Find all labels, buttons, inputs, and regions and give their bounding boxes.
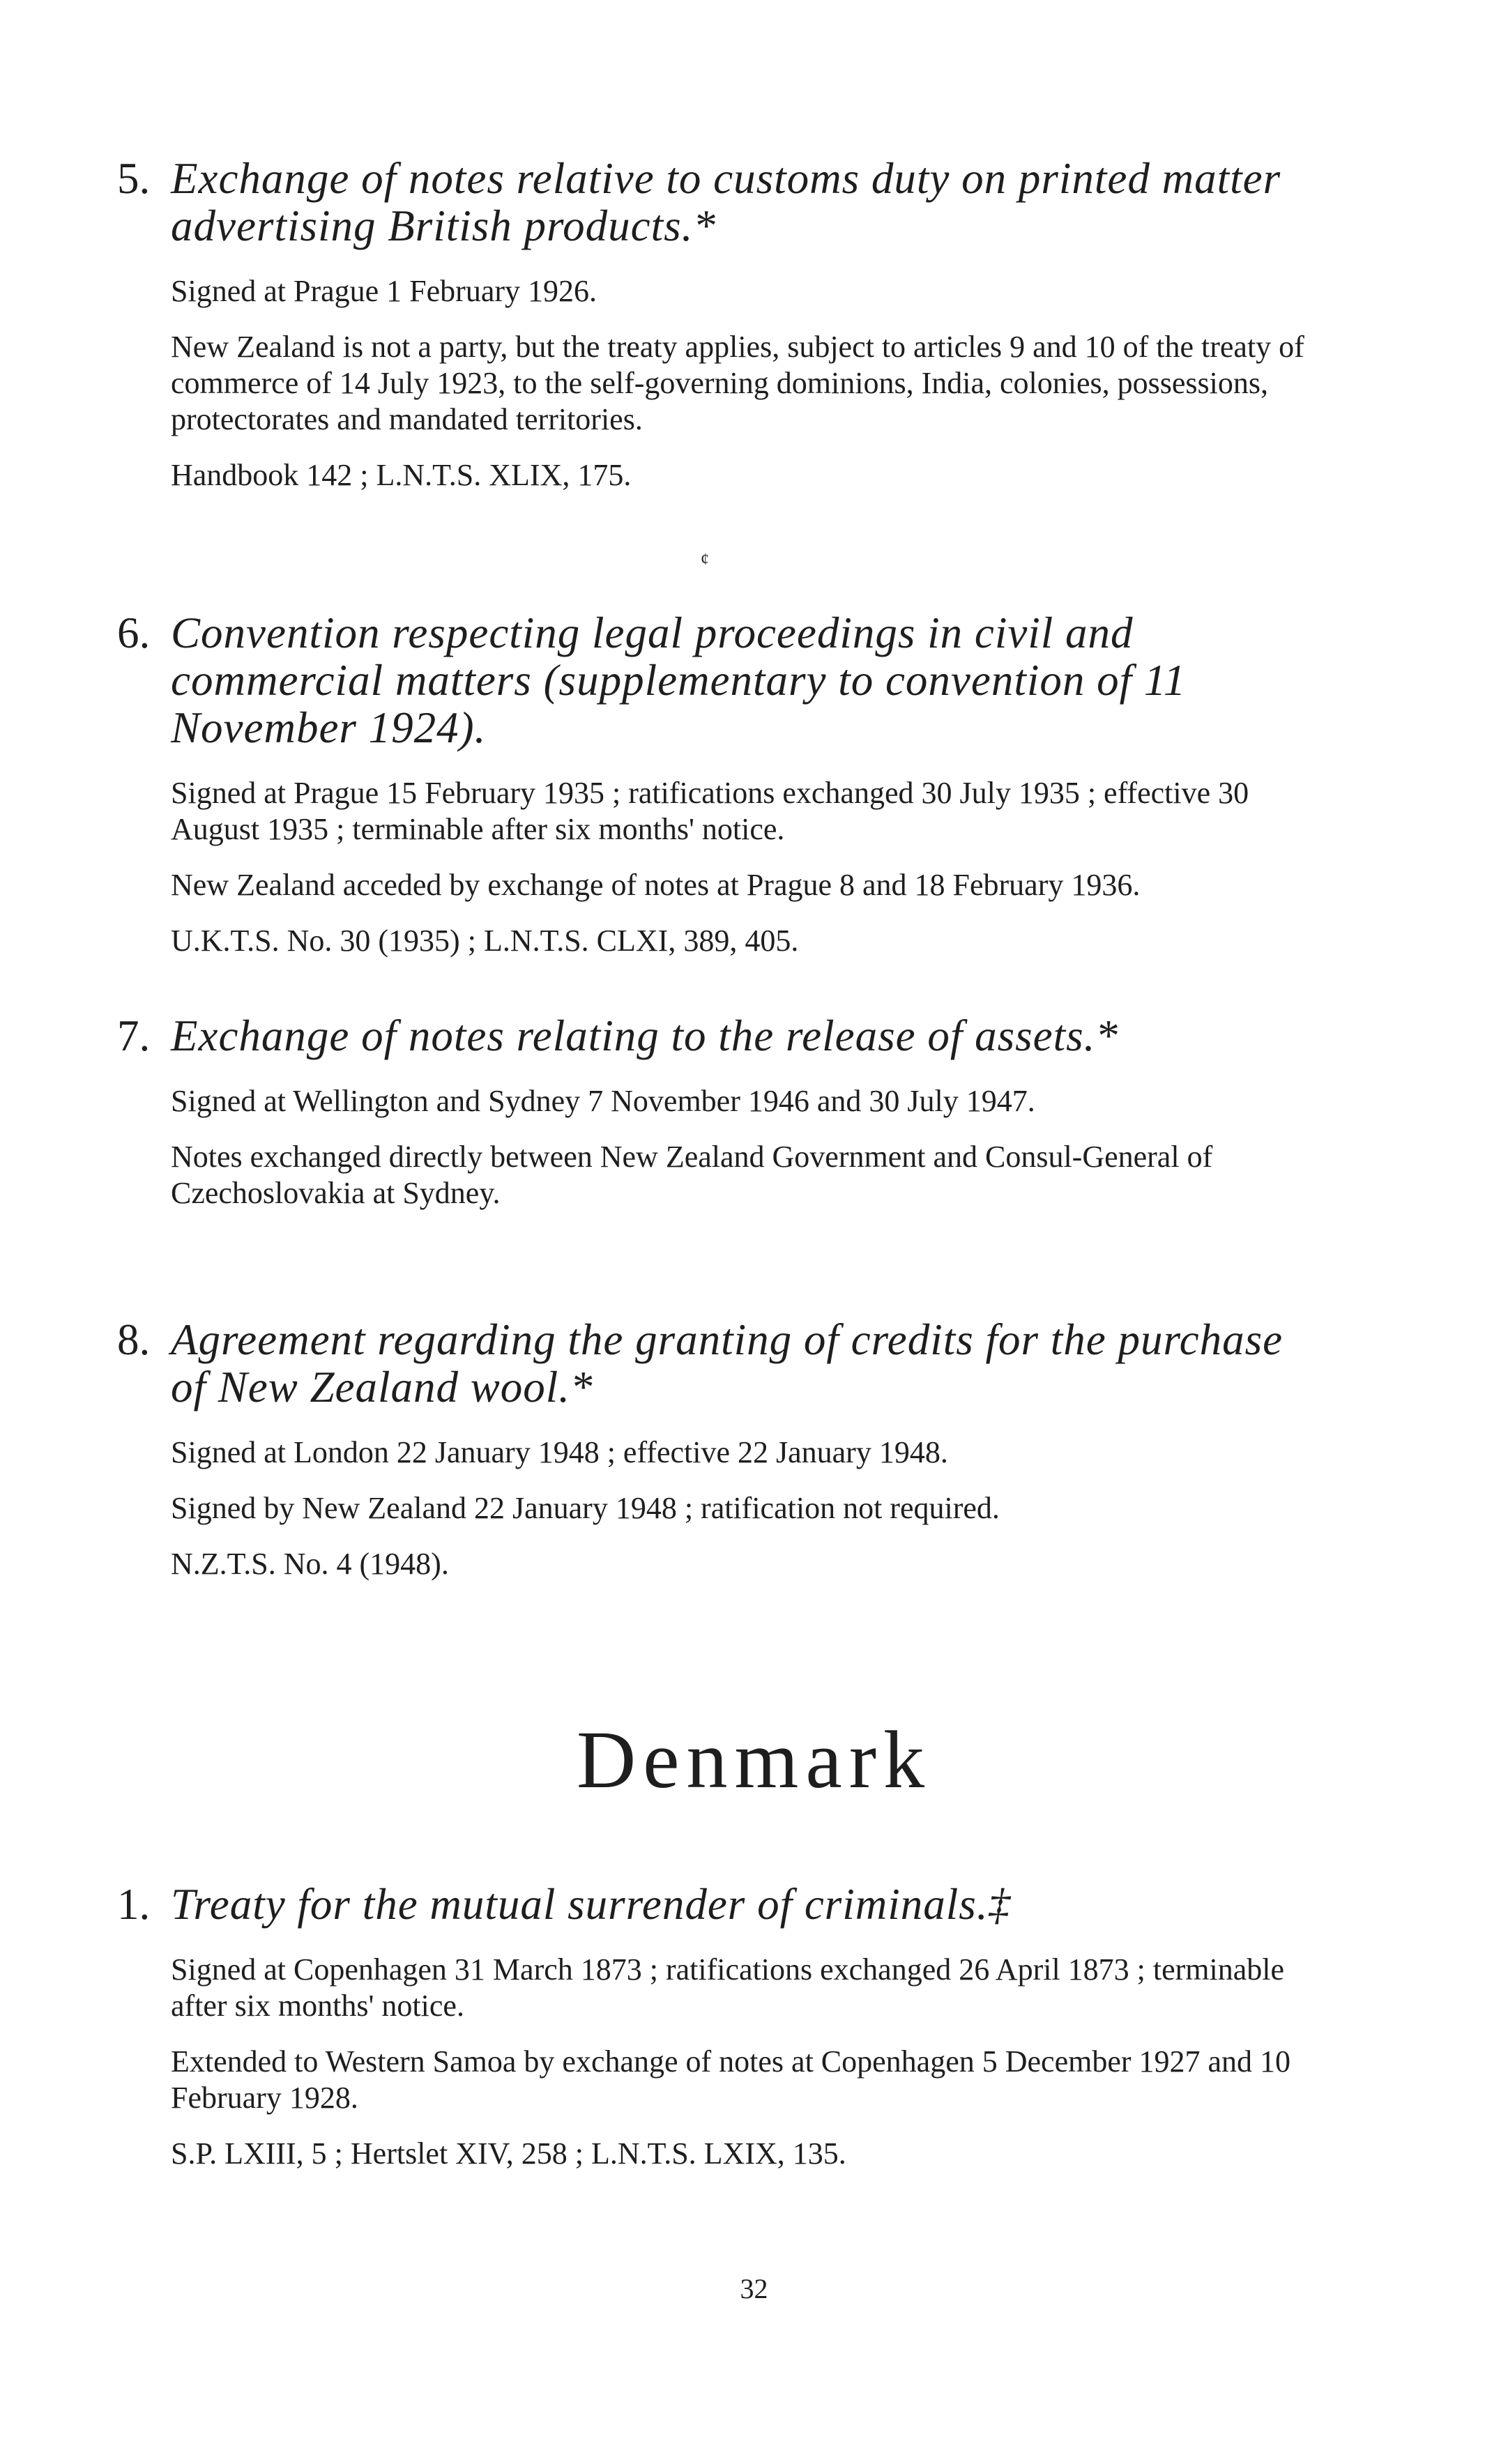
entry-paragraph: Notes exchanged directly between New Zealand Government and Consul-General of Czechoslovakia at Sydney. [171,1140,1213,1210]
entry-paragraph: Signed at Prague 1 February 1926. [171,274,597,308]
page-number: 32 [740,2273,768,2304]
treaty-entry-5 [117,155,1316,493]
entry-paragraph: U.K.T.S. No. 30 (1935) ; L.N.T.S. CLXI, 389, 405. [171,924,799,958]
entry-paragraph: N.Z.T.S. No. 4 (1948). [171,1547,449,1581]
entry-title: Exchange of notes relative to customs duty on printed matter advertising British products.* [171,154,1281,250]
entry-title: Treaty for the mutual surrender of criminals.‡ [171,1880,1012,1929]
entry-paragraph: Handbook 142 ; L.N.T.S. XLIX, 175. [171,458,632,492]
treaty-entry-denmark-1 [117,1881,1316,2172]
entry-heading [117,155,1316,250]
treaty-entry-8 [117,1316,1316,1582]
entry-heading [117,609,1316,751]
stray-printer-mark: ¢ [701,551,709,569]
treaty-entry-7 [117,1012,1316,1211]
entry-heading [117,1012,1316,1059]
entry-number: 7. [117,1011,151,1060]
entry-title: Exchange of notes relating to the release of assets.* [171,1011,1118,1060]
entry-number: 1. [117,1880,151,1929]
entry-paragraph: Signed at Wellington and Sydney 7 November 1946 and 30 July 1947. [171,1084,1035,1118]
entry-title: Convention respecting legal proceedings in civil and commercial matters (supplementary to convention of 11 November 1924). [171,609,1187,752]
entry-paragraph: New Zealand acceded by exchange of notes at Prague 8 and 18 February 1936. [171,868,1141,902]
entry-heading [117,1881,1316,1928]
entry-number: 6. [117,609,151,657]
entry-paragraph: Signed at Prague 15 February 1935 ; ratifications exchanged 30 July 1935 ; effective 30 August 1935 ; terminable after six months' notice. [171,776,1249,846]
entry-paragraph: New Zealand is not a party, but the treaty applies, subject to articles 9 and 10 of the treaty of commerce of 14 July 1923, to the self-governing dominions, India, colonies, possessions, protectorates and mandated territories. [171,330,1304,436]
treaty-entry-6 [117,609,1316,959]
entry-paragraph: S.P. LXIII, 5 ; Hertslet XIV, 258 ; L.N.T.S. LXIX, 135. [171,2136,846,2171]
entry-title: Agreement regarding the granting of credits for the purchase of New Zealand wool.* [171,1315,1284,1411]
entry-paragraph: Signed at London 22 January 1948 ; effective 22 January 1948. [171,1435,948,1469]
entry-heading [117,1316,1316,1411]
country-heading: Denmark [576,1714,932,1805]
entry-paragraph: Signed by New Zealand 22 January 1948 ; ratification not required. [171,1491,1000,1525]
entry-number: 5. [117,154,151,203]
entry-paragraph: Signed at Copenhagen 31 March 1873 ; ratifications exchanged 26 April 1873 ; terminable after six months' notice. [171,1952,1285,2023]
entry-paragraph: Extended to Western Samoa by exchange of notes at Copenhagen 5 December 1927 and 10 February 1928. [171,2044,1291,2115]
entry-number: 8. [117,1315,151,1364]
